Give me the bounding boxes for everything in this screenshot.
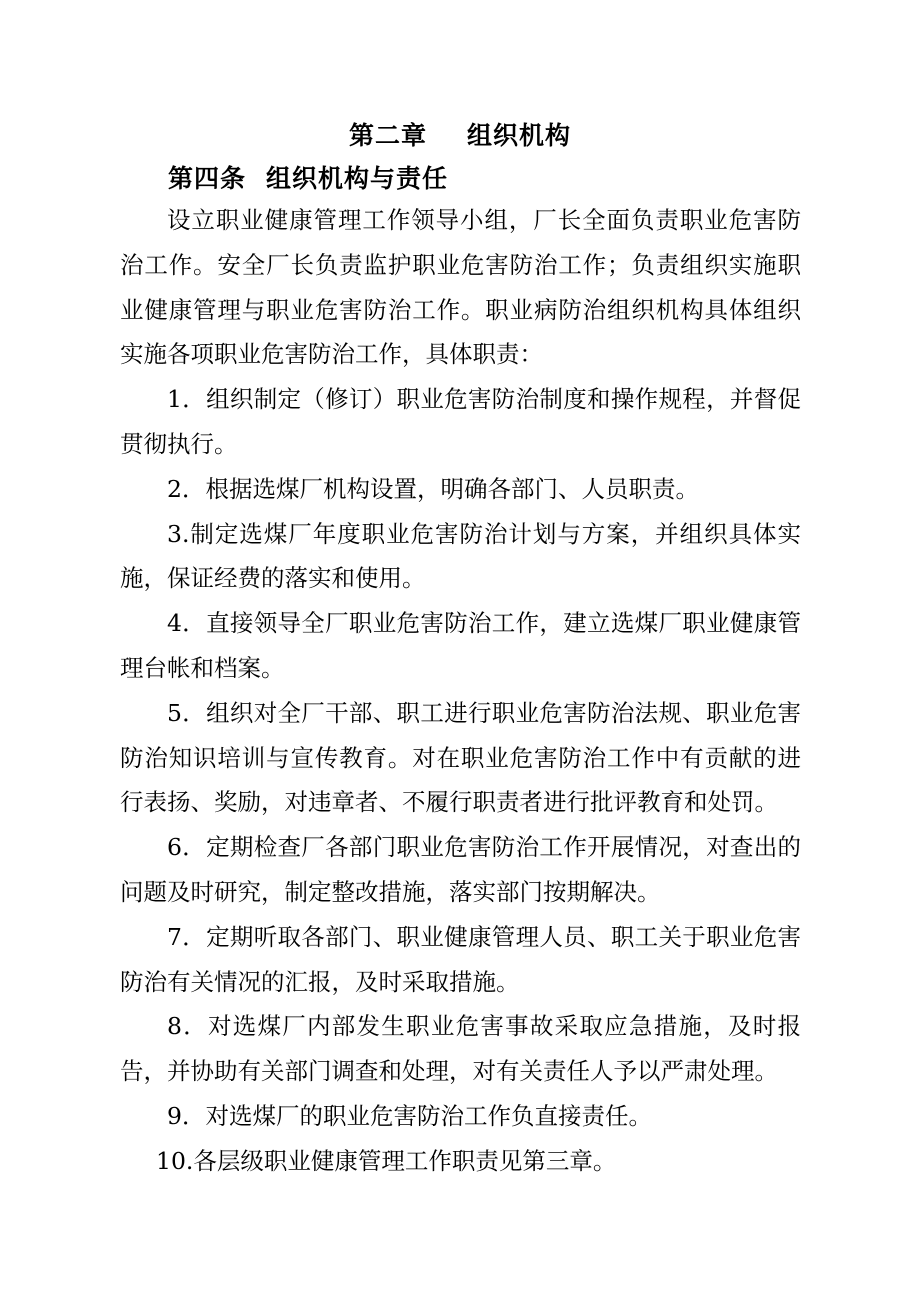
duty-item-2: 2．根据选煤厂机构设置，明确各部门、人员职责。	[167, 474, 699, 503]
intro-paragraph: 设立职业健康管理工作领导小组，厂长全面负责职业危害防治工作。安全厂长负责监护职业危害防治工作；负责组织实施职业健康管理与职业危害防治工作。职业病防治组织机构具体组织实施各项职业危害防治工作，具体职责：	[120, 206, 801, 369]
duty-item-9: 9．对选煤厂的职业危害防治工作负直接责任。	[167, 1101, 652, 1130]
duty-item-7: 7．定期听取各部门、职业健康管理人员、职工关于职业危害防治有关情况的汇报，及时采取措施。	[120, 922, 801, 996]
duty-item-1: 1．组织制定（修订）职业危害防治制度和操作规程，并督促贯彻执行。	[120, 385, 801, 458]
duty-item-8: 8．对选煤厂内部发生职业危害事故采取应急措施，及时报告，并协助有关部门调查和处理，对有关责任人予以严肃处理。	[120, 1012, 801, 1086]
duty-item-6: 6．定期检查厂各部门职业危害防治工作开展情况，对查出的问题及时研究，制定整改措施，落实部门按期解决。	[120, 833, 801, 906]
chapter-heading	[0, 118, 920, 154]
article-heading	[168, 161, 448, 197]
duty-item-10: 10.各层级职业健康管理工作职责见第三章。	[156, 1146, 617, 1175]
duty-item-5: 5．组织对全厂干部、职工进行职业危害防治法规、职业危害防治知识培训与宣传教育。对在职业危害防治工作中有贡献的进行表扬、奖励，对违章者、不履行职责者进行批评教育和处罚。	[120, 698, 801, 817]
chapter-title: 组织机构	[467, 121, 572, 150]
duty-item-4: 4．直接领导全厂职业危害防治工作，建立选煤厂职业健康管理台帐和档案。	[120, 609, 801, 682]
article-body	[120, 198, 801, 1184]
article-title: 组织机构与责任	[266, 164, 449, 193]
duty-item-3: 3.制定选煤厂年度职业危害防治计划与方案，并组织具体实施，保证经费的落实和使用。	[120, 519, 801, 593]
article-label: 第四条	[168, 164, 247, 193]
chapter-label: 第二章	[348, 121, 427, 150]
